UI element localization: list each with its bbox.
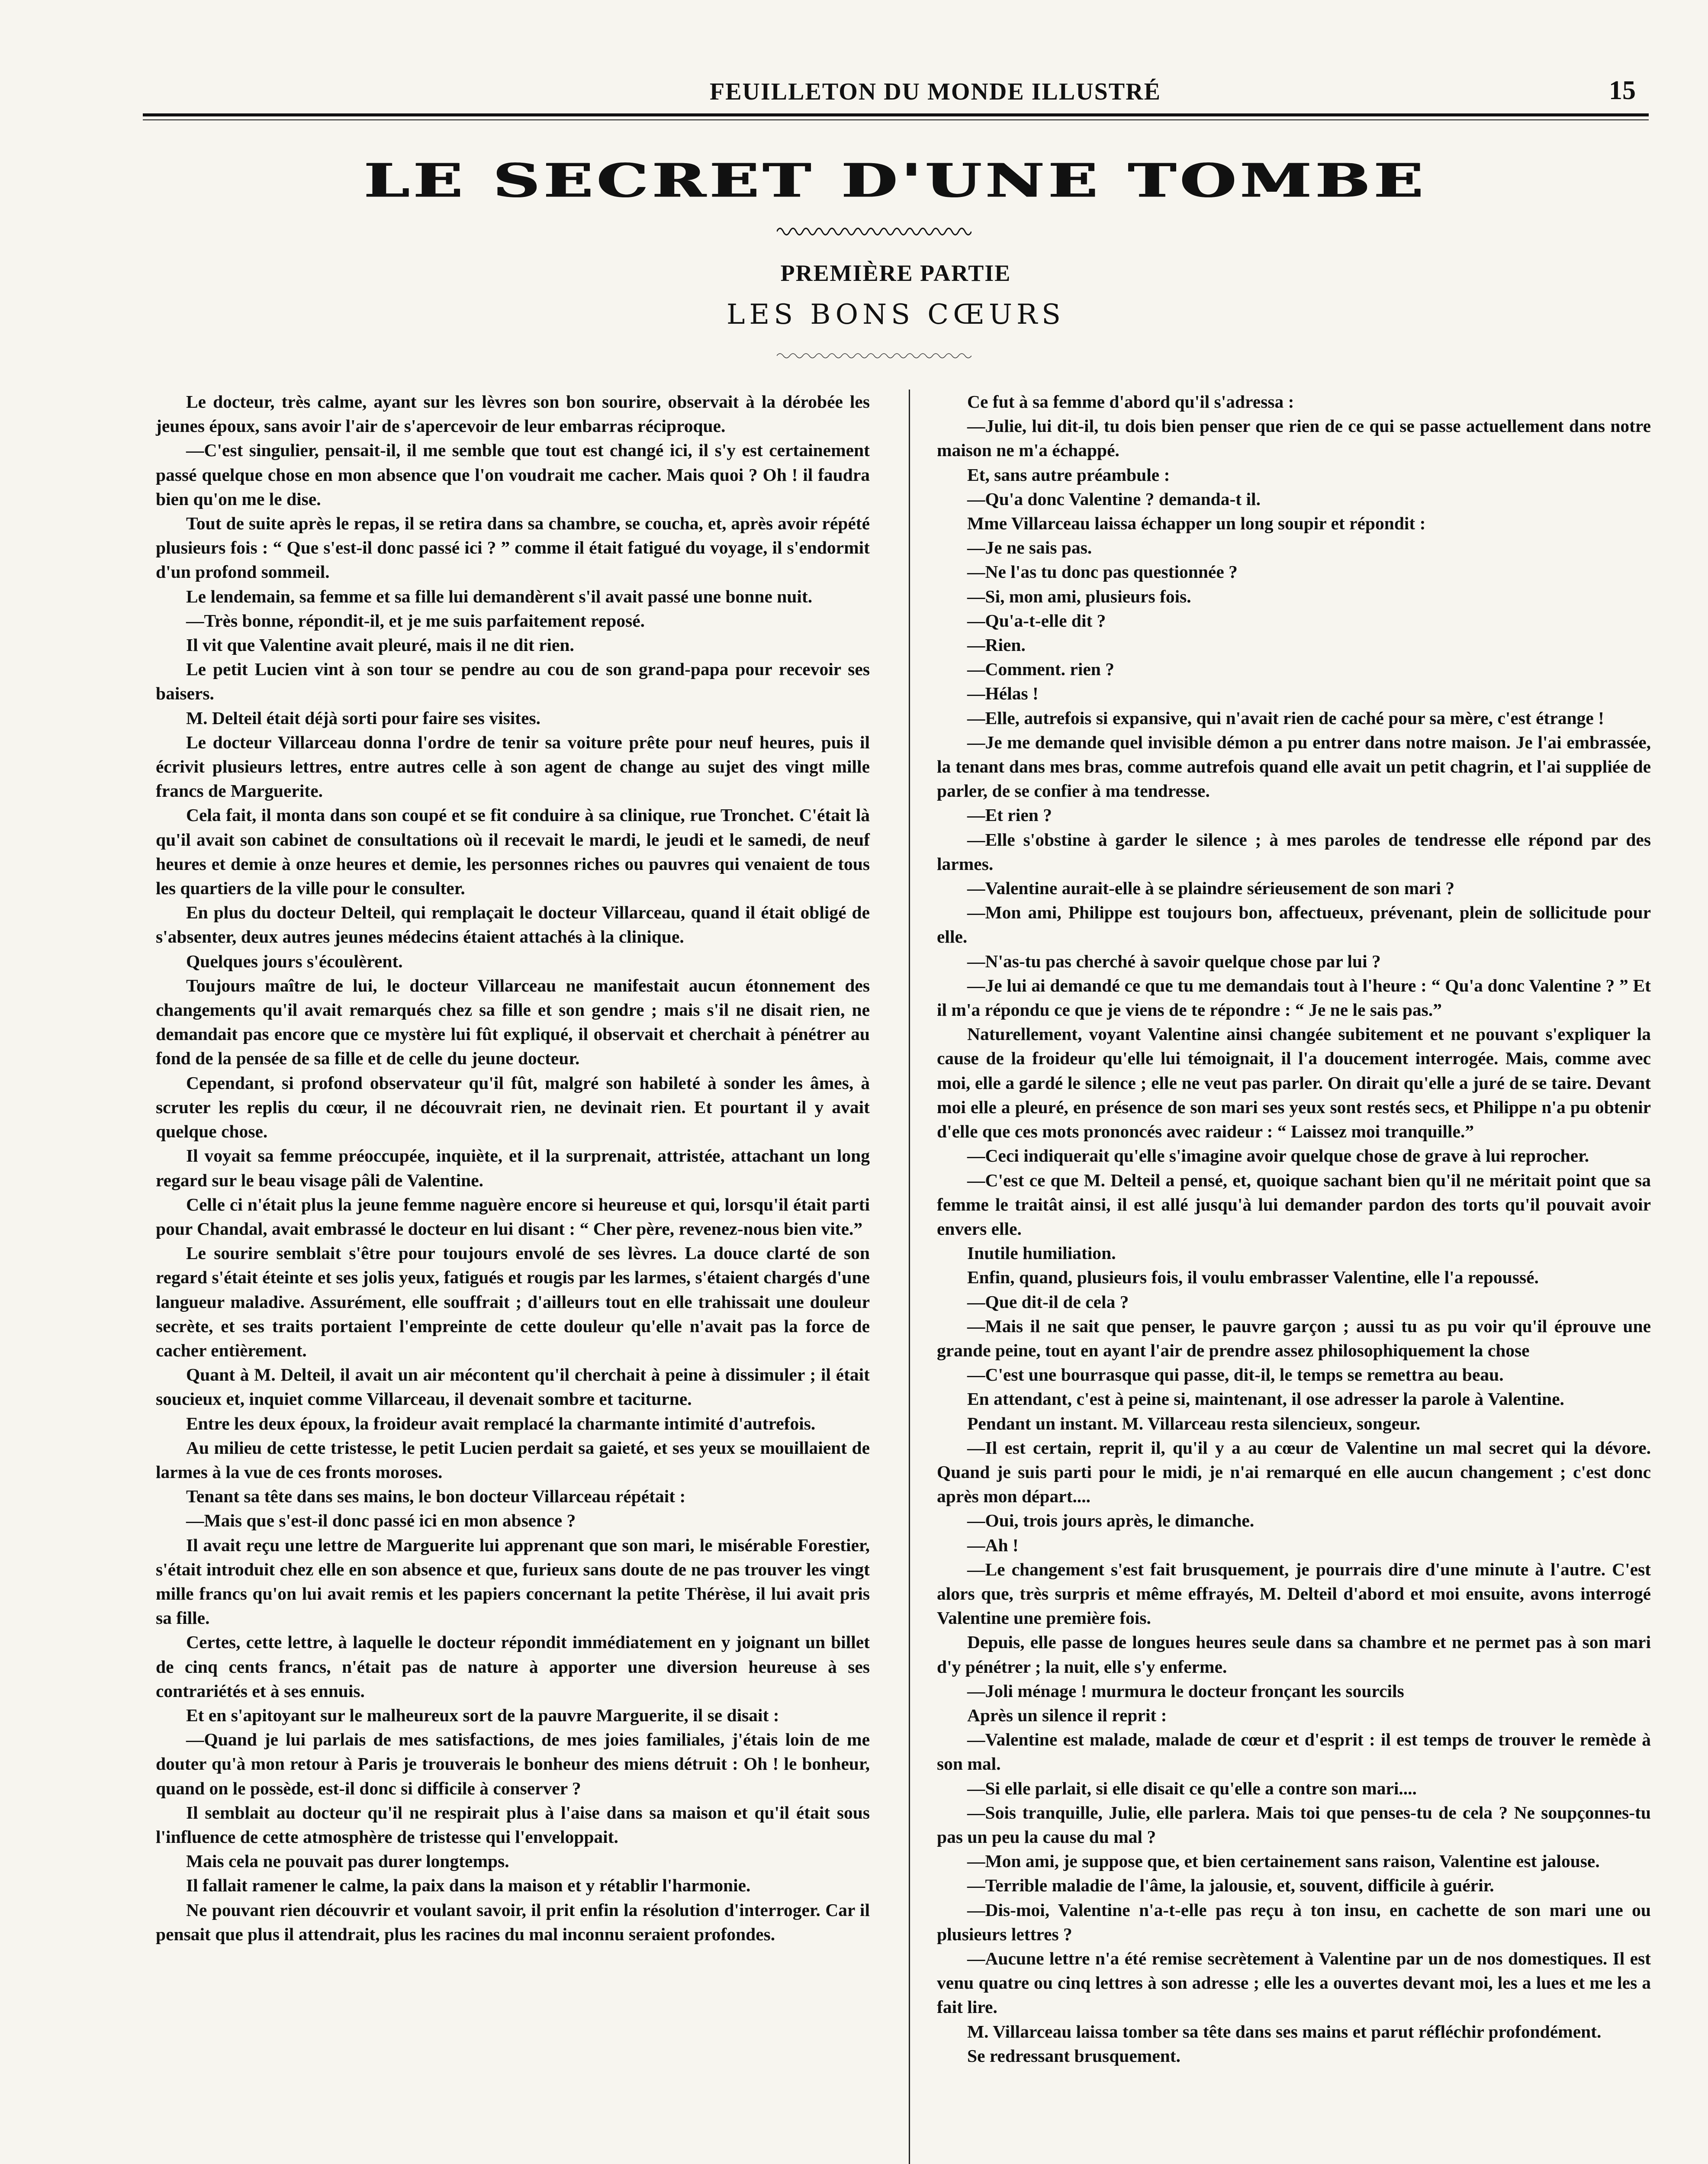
paragraph: —Je me demande quel invisible démon a pu entrer dans notre maison. Je l'ai embrassée, la tenant dans mes bras, comme autrefois quand elle avait un petit chagrin, et l'ai suppliée de parler, de se confier à ma tendresse. [937,732,1651,801]
paragraph: —Que dit-il de cela ? [967,1291,1129,1312]
paragraph: —C'est singulier, pensait-il, il me semble que tout est changé ici, il s'y est certainement passé quelque chose en mon absence que l'on voudrait me cacher. Mais quoi ? Oh ! il faudra bien qu'on me le dise. [156,440,870,509]
page-header [143,78,1649,113]
paragraph: —Valentine aurait-elle à se plaindre sérieusement de son mari ? [967,878,1455,898]
paragraph: Après un silence il reprit : [967,1705,1167,1725]
paragraph: —Julie, lui dit-il, tu dois bien penser que rien de ce qui se passe actuellement dans notre maison ne m'a échappé. [937,416,1651,460]
paragraph: Cela fait, il monta dans son coupé et se fit conduire à sa clinique, rue Tronchet. C'était là qu'il avait son cabinet de consultations où il recevait le mardi, le jeudi et le samedi, de neuf heures et demie à onze heures et demie, les personnes riches ou pauvres qui venaient de tous les quartiers de la ville pour le consulter. [156,805,870,898]
paragraph: —Elle s'obstine à garder le silence ; à mes paroles de tendresse elle répond par des larmes. [937,829,1651,874]
paragraph: Le docteur, très calme, ayant sur les lèvres son bon sourire, observait à la dérobée les jeunes époux, sans avoir l'air de s'apercevoir de leur embarras réciproque. [156,392,870,436]
paragraph: Celle ci n'était plus la jeune femme naguère encore si heureuse et qui, lorsqu'il était parti pour Chandal, avait embrassé le docteur en lui disant : “ Cher père, revenez-nous bien vite.” [156,1194,870,1239]
paragraph: —Ne l'as tu donc pas questionnée ? [967,562,1238,582]
paragraph: Se redressant brusquement. [967,2045,1181,2066]
paragraph: —Je lui ai demandé ce que tu me demandais tout à l'heure : “ Qu'a donc Valentine ? ” Et il m'a répondu ce que je viens de te répondre : “ Je ne le sais pas.” [937,975,1651,1020]
paragraph: Tenant sa tête dans ses mains, le bon docteur Villarceau répétait : [186,1486,686,1507]
wavy-ornament-thin [777,351,971,361]
paragraph: Le lendemain, sa femme et sa fille lui demandèrent s'il avait passé une bonne nuit. [186,586,813,606]
paragraph: En plus du docteur Delteil, qui remplaçait le docteur Villarceau, quand il était obligé de s'absenter, deux autres jeunes médecins étaient attachés à la clinique. [156,902,870,947]
paragraph: Ce fut à sa femme d'abord qu'il s'adressa : [967,392,1294,412]
paragraph: —Sois tranquille, Julie, elle parlera. Mais toi que penses-tu de cela ? Ne soupçonnes-tu pas un peu la cause du mal ? [937,1802,1651,1847]
paragraph: Entre les deux époux, la froideur avait remplacé la charmante intimité d'autrefois. [186,1413,816,1433]
paragraph: Il voyait sa femme préoccupée, inquiète, et il la surprenait, attristée, attachant un long regard sur le beau visage pâli de Valentine. [156,1146,870,1190]
paragraph: —Si, mon ami, plusieurs fois. [967,586,1191,606]
paragraph: Il avait reçu une lettre de Marguerite lui apprenant que son mari, le misérable Forestier, s'était introduit chez elle en son absence et que, furieux sans doute de ne pas trouver les vingt mille francs qu'on lui avait remis et les papiers concernant la petite Thérèse, il lui avait pris sa fille. [156,1535,870,1628]
paragraph: —Hélas ! [967,683,1039,704]
paragraph: —Mon ami, je suppose que, et bien certainement sans raison, Valentine est jalouse. [967,1851,1600,1871]
paragraph: —Mais que s'est-il donc passé ici en mon absence ? [186,1510,576,1531]
paragraph: Tout de suite après le repas, il se retira dans sa chambre, se coucha, et, après avoir répété plusieurs fois : “ Que s'est-il donc passé ici ? ” comme il était fatigué du voyage, il s'endormit d'un profond sommeil. [156,513,870,582]
paragraph: Le petit Lucien vint à son tour se pendre au cou de son grand-papa pour recevoir ses baisers. [156,659,870,704]
paragraph: Certes, cette lettre, à laquelle le docteur répondit immédiatement en y joignant un billet de cinq cents francs, n'était pas de nature à apporter une diversion heureuse à ses contrariétés et à ses ennuis. [156,1632,870,1701]
paragraph: Depuis, elle passe de longues heures seule dans sa chambre et ne permet pas à son mari d'y pénétrer ; la nuit, elle s'y enferme. [937,1632,1651,1677]
paragraph: Inutile humiliation. [967,1243,1116,1263]
paragraph: —Quand je lui parlais de mes satisfactions, de mes joies familiales, j'étais loin de me douter qu'à mon retour à Paris je trouverais le bonheur des miens détruit : Oh ! le bonheur, quand on le possède, est-il donc si difficile à conserver ? [156,1729,870,1798]
paragraph: —Dis-moi, Valentine n'a-t-elle pas reçu à ton insu, en cachette de son mari une ou plusieurs lettres ? [937,1900,1651,1944]
paragraph: —Qu'a donc Valentine ? demanda-t il. [967,489,1261,509]
paragraph: —Oui, trois jours après, le dimanche. [967,1510,1254,1531]
paragraph: Naturellement, voyant Valentine ainsi changée subitement et ne pouvant s'expliquer la cause de la froideur qu'elle lui témoignait, il l'a doucement interrogée. Mais, comme avec moi, elle a gardé le silence ; elle ne veut pas parler. On dirait qu'elle a juré de se taire. Devant moi elle a pleuré, en présence de son mari ses yeux sont restés secs, et Philippe n'a pu obtenir d'elle que ces mots prononcés avec raideur : “ Laissez moi tranquille.” [937,1024,1651,1142]
main-title: LE SECRET D'UNE TOMBE [364,153,1428,208]
paragraph: Le docteur Villarceau donna l'ordre de tenir sa voiture prête pour neuf heures, puis il écrivit plusieurs lettres, entre autres celle à son agent de change au sujet des vingt mille francs de Marguerite. [156,732,870,801]
paragraph: —Et rien ? [967,805,1052,825]
paragraph: Pendant un instant. M. Villarceau resta silencieux, songeur. [967,1413,1421,1433]
page-number: 15 [1609,76,1636,105]
paragraph: En attendant, c'est à peine si, maintenant, il ose adresser la parole à Valentine. [967,1389,1564,1409]
paragraph: —N'as-tu pas cherché à savoir quelque chose par lui ? [967,951,1381,971]
paragraph: —Il est certain, reprit il, qu'il y a au cœur de Valentine un mal secret qui la dévore. Quand je suis parti pour le midi, je n'ai remarqué en elle aucun changement ; c'est donc après mon départ.... [937,1437,1651,1507]
paragraph: —Ah ! [967,1535,1019,1555]
running-title: FEUILLETON DU MONDE ILLUSTRÉ [710,78,1161,105]
paragraph: —C'est ce que M. Delteil a pensé, et, quoique sachant bien qu'il ne méritait point que sa femme le traitât ainsi, il est allé jusqu'à lui demander pardon des torts qu'il pouvait avoir envers elle. [937,1170,1651,1239]
paragraph: —Si elle parlait, si elle disait ce qu'elle a contre son mari.... [967,1778,1417,1798]
paragraph: —Elle, autrefois si expansive, qui n'avait rien de caché pour sa mère, c'est étrange ! [967,708,1604,728]
paragraph: Cependant, si profond observateur qu'il fût, malgré son habileté à sonder les âmes, à scruter les replis du cœur, il ne découvrait rien, ne devinait rien. Et pourtant il y avait quelque chose. [156,1072,870,1142]
paragraph: Et en s'apitoyant sur le malheureux sort de la pauvre Marguerite, il se disait : [186,1705,779,1725]
paragraph: Il fallait ramener le calme, la paix dans la maison et y rétablir l'harmonie. [186,1875,751,1896]
paragraph: —Très bonne, répondit-il, et je me suis parfaitement reposé. [186,610,645,631]
paragraph: —Mon ami, Philippe est toujours bon, affectueux, prévenant, plein de sollicitude pour elle. [937,902,1651,947]
paragraph: Le sourire semblait s'être pour toujours envolé de ses lèvres. La douce clarté de son regard s'était éteinte et ses jolis yeux, fatigués et rougis par les larmes, s'étaient chargés d'une langueur maladive. Assurément, elle souffrait ; d'ailleurs tout en elle trahissait une douleur secrète, et ses traits portaient l'empreinte de cette douleur qu'elle n'avait pas la force de cacher entièrement. [156,1243,870,1360]
paragraph: Il vit que Valentine avait pleuré, mais il ne dit rien. [186,635,574,655]
left-column [156,390,870,1946]
paragraph: Mme Villarceau laissa échapper un long soupir et répondit : [967,513,1426,534]
right-column [937,390,1651,2068]
paragraph: M. Delteil était déjà sorti pour faire ses visites. [186,708,541,728]
paragraph: —Aucune lettre n'a été remise secrètement à Valentine par un de nos domestiques. Il est venu quatre ou cinq lettres à son adresse ; elle les a ouvertes devant moi, les a lues et me les a fait lire. [937,1948,1651,2017]
paragraph: —C'est une bourrasque qui passe, dit-il, le temps se remettra au beau. [967,1365,1504,1385]
paragraph: —Terrible maladie de l'âme, la jalousie, et, souvent, difficile à guérir. [967,1875,1494,1896]
paragraph: Ne pouvant rien découvrir et voulant savoir, il prit enfin la résolution d'interroger. Car il pensait que plus il attendrait, plus les racines du mal inconnu seraient profondes. [156,1900,870,1944]
paragraph: Toujours maître de lui, le docteur Villarceau ne manifestait aucun étonnement des changements qu'il avait remarqués chez sa fille et son gendre ; mais s'il ne disait rien, ne demandait pas encore que ce mystère lui fût expliqué, il observait et cherchait à pénétrer au fond de la pensée de sa fille et de celle du jeune docteur. [156,975,870,1069]
column-rule [909,390,910,2164]
paragraph: Au milieu de cette tristesse, le petit Lucien perdait sa gaieté, et ses yeux se mouillaient de larmes à la vue de ces fronts moroses. [156,1437,870,1482]
paragraph: —Ceci indiquerait qu'elle s'imagine avoir quelque chose de grave à lui reprocher. [967,1146,1589,1166]
paragraph: —Mais il ne sait que penser, le pauvre garçon ; aussi tu as pu voir qu'il éprouve une grande peine, tout en ayant l'air de prendre assez philosophiquement la chose [937,1316,1651,1360]
paragraph: Enfin, quand, plusieurs fois, il voulu embrasser Valentine, elle l'a repoussé. [967,1267,1539,1288]
wavy-ornament [777,225,971,238]
part-title: PREMIÈRE PARTIE [780,260,1011,286]
paragraph: Quant à M. Delteil, il avait un air mécontent qu'il cherchait à peine à dissimuler ; il était soucieux et, inquiet comme Villarceau, il devenait sombre et taciturne. [156,1365,870,1409]
paragraph: —Je ne sais pas. [967,538,1092,558]
paragraph: —Valentine est malade, malade de cœur et d'esprit : il est temps de trouver le remède à son mal. [937,1729,1651,1774]
paragraph: Mais cela ne pouvait pas durer longtemps. [186,1851,509,1871]
paragraph: —Le changement s'est fait brusquement, je pourrais dire d'une minute à l'autre. C'est alors que, très surpris et même effrayés, M. Delteil d'abord et moi ensuite, avons interrogé Valentine une première fois. [937,1559,1651,1628]
paragraph: —Qu'a-t-elle dit ? [967,610,1106,631]
header-rule [143,113,1649,116]
paragraph: —Joli ménage ! murmura le docteur fronçant les sourcils [967,1681,1404,1701]
paragraph: —Comment. rien ? [967,659,1115,679]
paragraph: —Rien. [967,635,1026,655]
paragraph: M. Villarceau laissa tomber sa tête dans ses mains et parut réfléchir profondément. [967,2021,1602,2042]
paragraph: Quelques jours s'écoulèrent. [186,951,403,971]
paragraph: Il semblait au docteur qu'il ne respirait plus à l'aise dans sa maison et qu'il était sous l'influence de cette atmosphère de tristesse qui l'enveloppait. [156,1802,870,1847]
paragraph: Et, sans autre préambule : [967,464,1170,485]
header-rule-thin [143,119,1649,120]
chapter-title: LES BONS CŒURS [727,299,1065,331]
